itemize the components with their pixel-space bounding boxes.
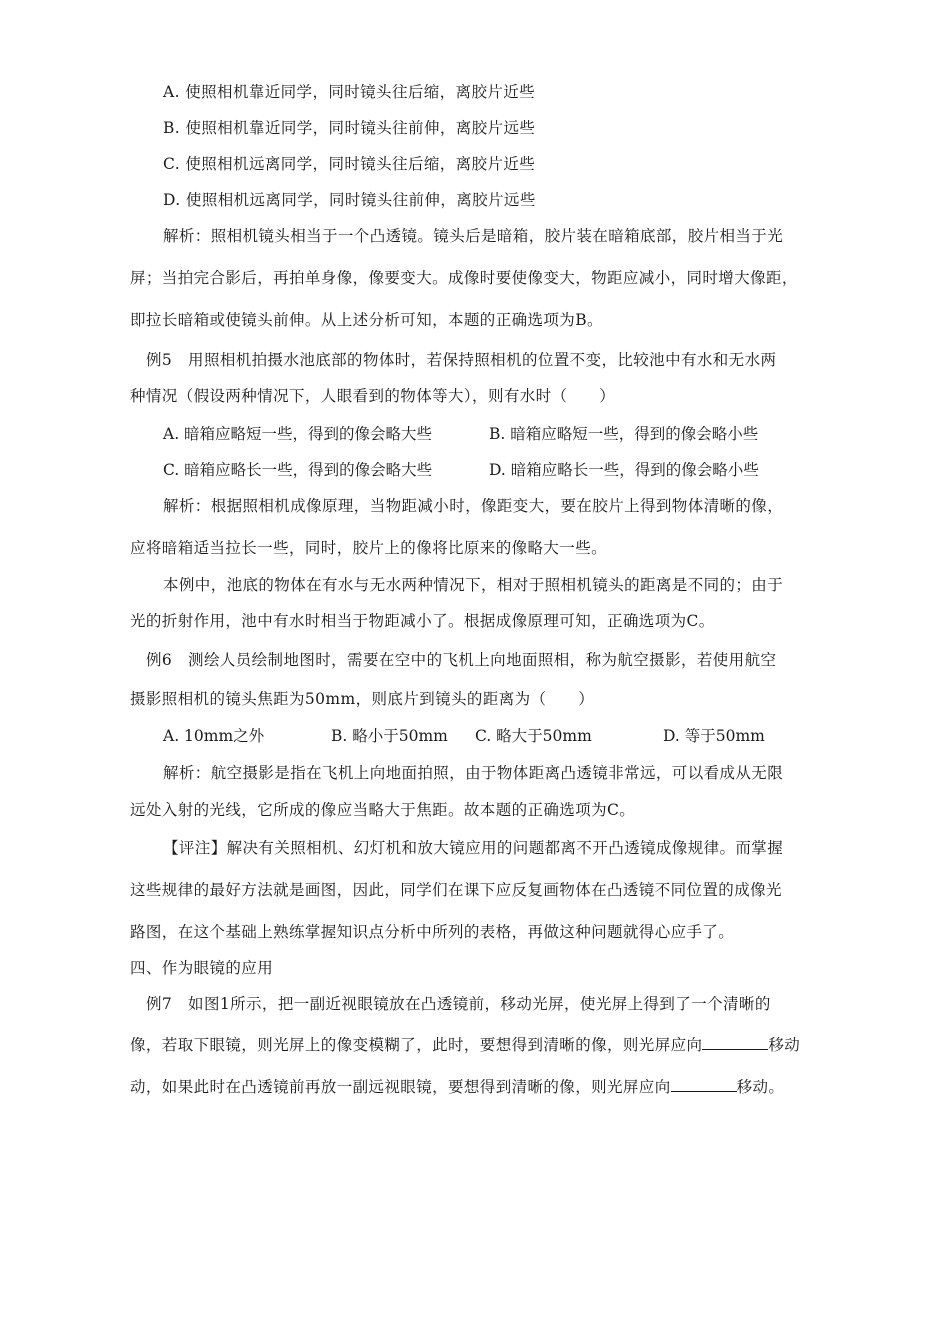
ex6-analysis-line1: 解析：航空摄影是指在飞机上向地面拍照，由于物体距离凸透镜非常远，可以看成从无限 (163, 764, 784, 782)
ex5-analysis-line3: 本例中，池底的物体在有水与无水两种情况下，相对于照相机镜头的距离是不同的；由于 (163, 576, 784, 594)
ex7-line3 (130, 1077, 784, 1097)
ex4-analysis-line2: 屏；当拍完合影后，再拍单身像，像要变大。成像时要使像变大，物距应减小，同时增大像距， (130, 269, 798, 287)
ex4-option-d: D. 使照相机远离同学，同时镜头往前伸，离胶片远些 (163, 191, 536, 209)
ex5-option-c: C. 暗箱应略长一些，得到的像会略大些 (163, 461, 433, 479)
ex6-option-c: C. 略大于50mm (475, 727, 592, 745)
ex7-line2 (130, 1035, 800, 1055)
ex7-line1: 例7 如图1所示，把一副近视眼镜放在凸透镜前，移动光屏，使光屏上得到了一个清晰的 (146, 995, 771, 1013)
ex6-question-line1: 例6 测绘人员绘制地图时，需要在空中的飞机上向地面照相，称为航空摄影，若使用航空 (146, 651, 777, 669)
ex4-analysis-line1: 解析：照相机镜头相当于一个凸透镜。镜头后是暗箱，胶片装在暗箱底部，胶片相当于光 (163, 227, 784, 245)
ex7-line2-text: 像，若取下眼镜，则光屏上的像变模糊了，此时，要想得到清晰的像，则光屏应向 (130, 1036, 703, 1054)
ex4-option-b: B. 使照相机靠近同学，同时镜头往前伸，离胶片远些 (163, 119, 536, 137)
ex5-option-b: B. 暗箱应略短一些，得到的像会略小些 (489, 425, 759, 443)
comment-line1: 【评注】解决有关照相机、幻灯机和放大镜应用的问题都离不开凸透镜成像规律。而掌握 (163, 839, 784, 857)
ex6-option-b: B. 略小于50mm (331, 727, 448, 745)
ex7-line3-end: 移动。 (736, 1078, 785, 1096)
ex6-option-a: A. 10mm之外 (163, 727, 265, 745)
ex6-options-row (163, 726, 783, 746)
ex5-options-row1 (163, 424, 823, 444)
ex5-analysis-line4: 光的折射作用，池中有水时相当于物距减小了。根据成像原理可知，正确选项为C。 (130, 612, 715, 630)
ex6-question-line2: 摄影照相机的镜头焦距为50mm，则底片到镜头的距离为（ ） (130, 690, 595, 708)
ex5-option-d: D. 暗箱应略长一些，得到的像会略小些 (489, 461, 759, 479)
ex6-analysis-line2: 远处入射的光线，它所成的像应当略大于焦距。故本题的正确选项为C。 (130, 801, 636, 819)
ex7-line2-end: 移动 (768, 1036, 801, 1054)
ex4-option-a: A. 使照相机靠近同学，同时镜头往后缩，离胶片近些 (163, 83, 536, 101)
ex5-option-a: A. 暗箱应略短一些，得到的像会略大些 (163, 425, 433, 443)
comment-line2: 这些规律的最好方法就是画图，因此，同学们在课下应反复画物体在凸透镜不同位置的成像光 (130, 881, 782, 899)
ex4-option-c: C. 使照相机远离同学，同时镜头往后缩，离胶片近些 (163, 155, 536, 173)
ex6-option-d: D. 等于50mm (663, 727, 765, 745)
answer-blank-1[interactable] (702, 1035, 768, 1050)
answer-blank-2[interactable] (671, 1077, 737, 1092)
section-heading: 四、作为眼镜的应用 (130, 959, 274, 977)
comment-line3: 路图，在这个基础上熟练掌握知识点分析中所列的表格，再做这种问题就得心应手了。 (130, 923, 735, 941)
ex5-analysis-line1: 解析：根据照相机成像原理，当物距减小时，像距变大，要在胶片上得到物体清晰的像， (163, 497, 784, 515)
ex7-line3-text: 动，如果此时在凸透镜前再放一副远视眼镜，要想得到清晰的像，则光屏应向 (130, 1078, 671, 1096)
ex5-analysis-line2: 应将暗箱适当拉长一些，同时，胶片上的像将比原来的像略大一些。 (130, 539, 608, 557)
ex4-analysis-line3: 即拉长暗箱或使镜头前伸。从上述分析可知，本题的正确选项为B。 (130, 311, 603, 329)
ex5-question-line1: 例5 用照相机拍摄水池底部的物体时，若保持照相机的位置不变，比较池中有水和无水两 (146, 351, 777, 369)
ex5-options-row2 (163, 460, 823, 480)
ex5-question-line2: 种情况（假设两种情况下，人眼看到的物体等大），则有水时（ ） (130, 387, 616, 405)
